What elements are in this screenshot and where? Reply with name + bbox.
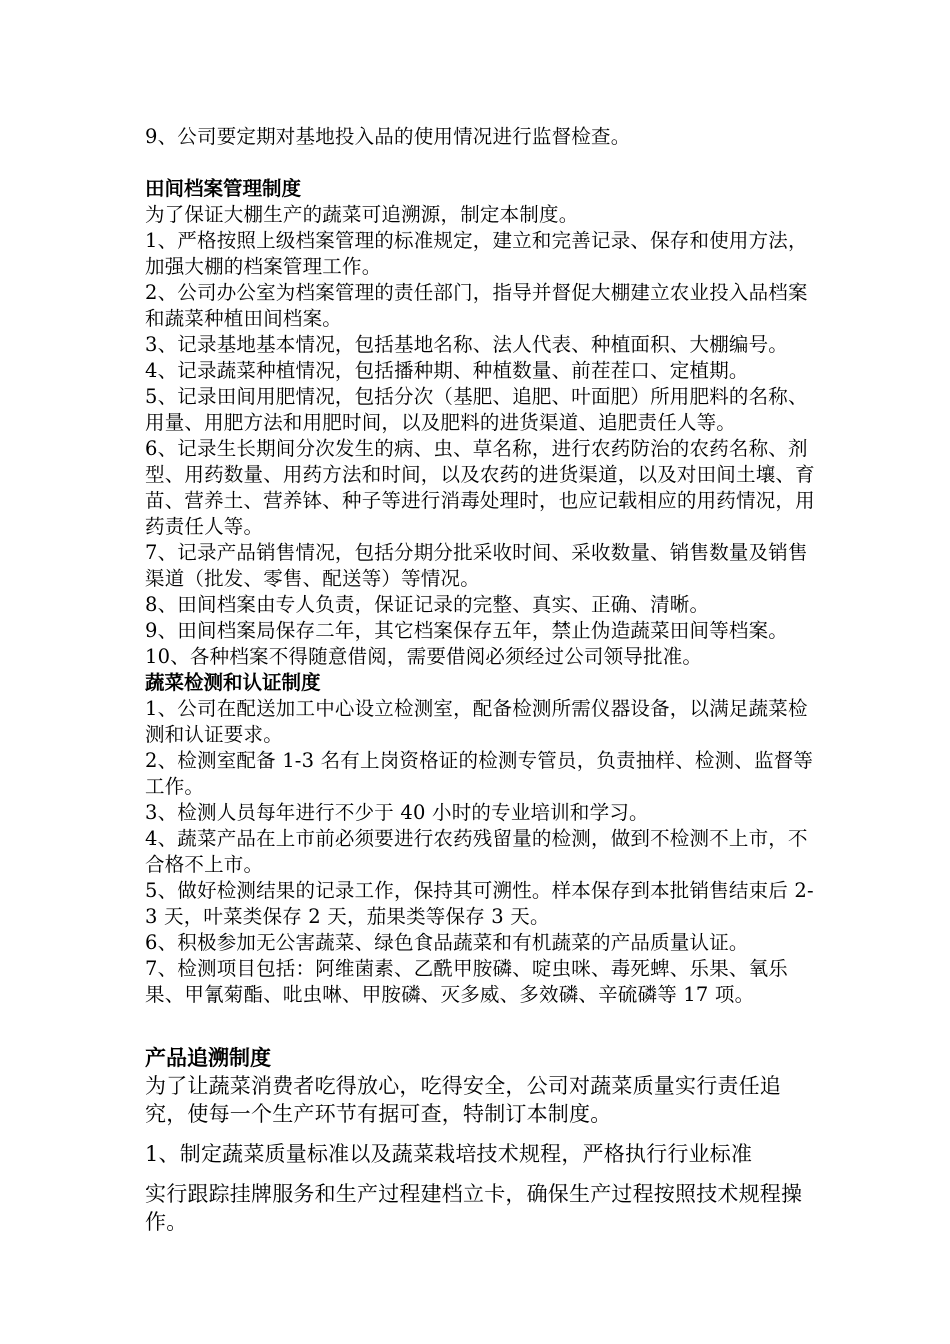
- section1-paragraph: 4、记录蔬菜种植情况，包括播种期、种植数量、前茬茬口、定植期。: [145, 359, 749, 382]
- section2-paragraph: 7、检测项目包括：阿维菌素、乙酰甲胺磷、啶虫咪、毒死蜱、乐果、氧乐果、甲氰菊酯、吡虫啉、甲胺磷、灭多威、多效磷、辛硫磷等 17 项。: [145, 957, 789, 1006]
- section3-intro: 为了让蔬菜消费者吃得放心，吃得安全，公司对蔬菜质量实行责任追究，使每一个生产环节有据可查，特制订本制度。: [145, 1074, 781, 1126]
- section1-paragraph: 6、记录生长期间分次发生的病、虫、草名称，进行农药防治的农药名称、剂型、用药数量、用药方法和时间，以及农药的进货渠道，以及对田间土壤、育苗、营养土、营养钵、种子等进行消毒处理时，也应记载相应的用药情况，用药责任人等。: [145, 437, 815, 538]
- section1-paragraph: 5、记录田间用肥情况，包括分次（基肥、追肥、叶面肥）所用肥料的名称、用量、用肥方法和用肥时间，以及肥料的进货渠道、追肥责任人等。: [145, 385, 808, 434]
- section-title-traceability: 产品追溯制度: [145, 1046, 271, 1070]
- section2-paragraph: 1、公司在配送加工中心设立检测室，配备检测所需仪器设备，以满足蔬菜检测和认证要求。: [145, 697, 808, 746]
- section1-paragraph: 8、田间档案由专人负责，保证记录的完整、真实、正确、清晰。: [145, 593, 710, 616]
- section3-item1: 1、制定蔬菜质量标准以及蔬菜栽培技术规程，严格执行行业标准: [145, 1142, 753, 1166]
- section-title-field-archives: 田间档案管理制度: [145, 177, 302, 200]
- section2-paragraph: 6、积极参加无公害蔬菜、绿色食品蔬菜和有机蔬菜的产品质量认证。: [145, 931, 749, 954]
- section1-paragraph: 10、各种档案不得随意借阅，需要借阅必须经过公司领导批准。: [145, 645, 703, 668]
- section1-paragraph: 3、记录基地基本情况，包括基地名称、法人代表、种植面积、大棚编号。: [145, 333, 789, 356]
- intro-line: 9、公司要定期对基地投入品的使用情况进行监督检查。: [145, 125, 631, 148]
- section2-paragraph: 2、检测室配备 1-3 名有上岗资格证的检测专管员，负责抽样、检测、监督等工作。: [145, 749, 814, 798]
- section-title-testing-certification: 蔬菜检测和认证制度: [145, 671, 321, 694]
- section3-item2: 实行跟踪挂牌服务和生产过程建档立卡，确保生产过程按照技术规程操作。: [145, 1182, 803, 1234]
- section2-paragraph: 5、做好检测结果的记录工作，保持其可溯性。样本保存到本批销售结束后 2-3 天，叶菜类保存 2 天，茄果类等保存 3 天。: [145, 879, 814, 928]
- spacer: [145, 150, 820, 176]
- section1-paragraph: 9、田间档案局保存二年，其它档案保存五年，禁止伪造蔬菜田间等档案。: [145, 619, 789, 642]
- spacer: [145, 1008, 820, 1044]
- section1-paragraph: 2、公司办公室为档案管理的责任部门，指导并督促大棚建立农业投入品档案和蔬菜种植田间档案。: [145, 281, 808, 330]
- section2-paragraph: 4、蔬菜产品在上市前必须要进行农药残留量的检测，做到不检测不上市，不合格不上市。: [145, 827, 808, 876]
- document-body: [145, 124, 820, 1236]
- section1-paragraph: 1、严格按照上级档案管理的标准规定，建立和完善记录、保存和使用方法，加强大棚的档案管理工作。: [145, 229, 808, 278]
- section1-paragraph: 为了保证大棚生产的蔬菜可追溯源，制定本制度。: [145, 203, 579, 226]
- section2-paragraph: 3、检测人员每年进行不少于 40 小时的专业培训和学习。: [145, 801, 649, 824]
- section1-paragraph: 7、记录产品销售情况，包括分期分批采收时间、采收数量、销售数量及销售渠道（批发、零售、配送等）等情况。: [145, 541, 808, 590]
